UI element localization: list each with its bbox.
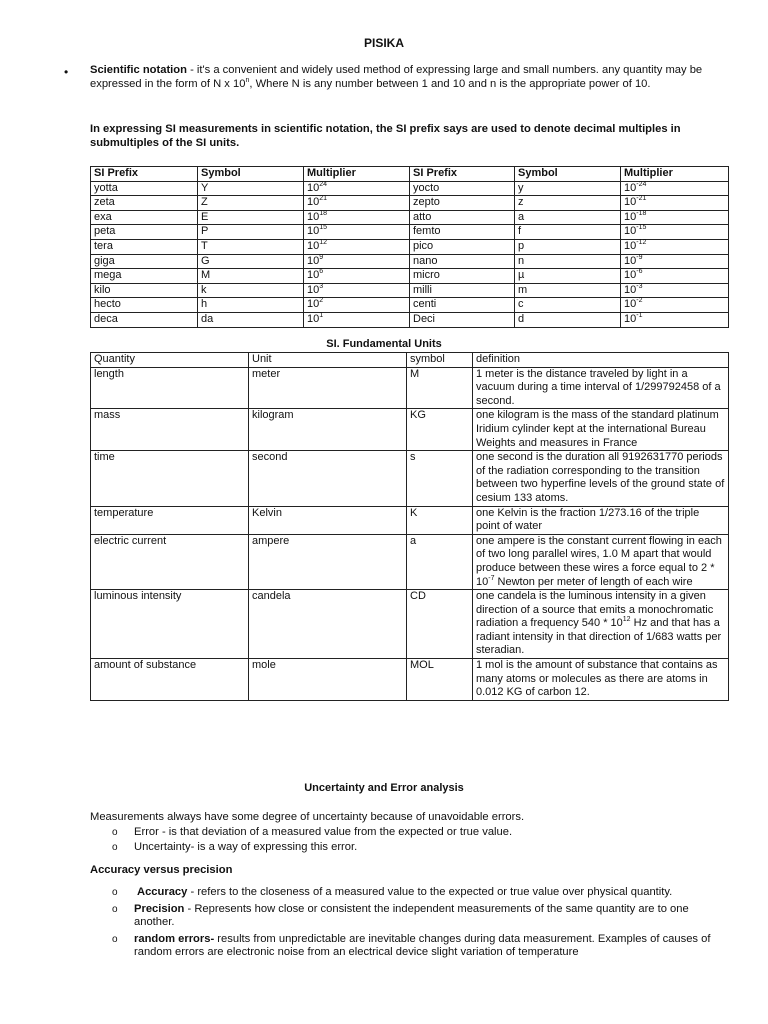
list-item-text: Uncertainty- is a way of expressing this error. — [134, 840, 358, 853]
table-cell: T — [198, 239, 304, 254]
table-cell: Y — [198, 181, 304, 196]
unit-cell: Kelvin — [249, 506, 407, 534]
table-cell: p — [515, 239, 621, 254]
table-cell: yotta — [91, 181, 198, 196]
multiplier-base: 10 — [307, 196, 320, 209]
multiplier-cell — [304, 225, 410, 240]
intro-text-2: , Where N is any number between 1 and 10 and n is the appropriate power of 10. — [249, 77, 651, 90]
table-cell: z — [515, 196, 621, 211]
definition-cell: 1 meter is the distance traveled by light in a vacuum during a time interval of 1/299792458 of a second. — [473, 367, 729, 409]
multiplier-base: 10 — [307, 210, 320, 223]
table-cell: a — [515, 210, 621, 225]
unit-cell: candela — [249, 590, 407, 659]
multiplier-cell — [304, 269, 410, 284]
multiplier-exponent: 18 — [319, 209, 328, 217]
table-row — [91, 534, 729, 589]
table-cell: zepto — [410, 196, 515, 211]
symbol-cell: KG — [407, 409, 473, 451]
multiplier-exponent: 2 — [319, 297, 324, 305]
definition-cell: one kilogram is the mass of the standard platinum Iridium cylinder kept at the international Bureau Weights and measures in France — [473, 409, 729, 451]
multiplier-cell — [621, 254, 729, 269]
definition-cell: one second is the duration all 9192631770 periods of the radiation corresponding to the transition between two hyperfine levels of the ground state of cesium 133 atoms. — [473, 451, 729, 506]
table-row — [91, 181, 729, 196]
table-cell: exa — [91, 210, 198, 225]
list-item-text: - refers to the closeness of a measured value to the expected or true value over physical quantity. — [187, 886, 673, 898]
multiplier-exponent: -3 — [636, 282, 643, 290]
multiplier-base: 10 — [624, 283, 637, 296]
intro-paragraph — [90, 64, 730, 91]
table-row — [91, 239, 729, 254]
multiplier-exponent: 21 — [319, 195, 328, 203]
multiplier-cell — [304, 210, 410, 225]
multiplier-cell — [621, 312, 729, 327]
si-prefix-table — [90, 166, 729, 328]
multiplier-base: 10 — [307, 269, 320, 282]
definition-cell: one Kelvin is the fraction 1/273.16 of the triple point of water — [473, 506, 729, 534]
list-marker: o — [112, 841, 118, 853]
header-cell: Symbol — [515, 167, 621, 182]
table-cell: micro — [410, 269, 515, 284]
unit-cell: kilogram — [249, 409, 407, 451]
multiplier-exponent: -18 — [636, 209, 647, 217]
multiplier-exponent: -21 — [636, 195, 647, 203]
header-cell: Symbol — [198, 167, 304, 182]
table-cell: zeta — [91, 196, 198, 211]
multiplier-base: 10 — [307, 298, 320, 311]
table-cell: deca — [91, 312, 198, 327]
multiplier-exponent: -9 — [636, 253, 643, 261]
table-cell: da — [198, 312, 304, 327]
list-item — [90, 933, 730, 960]
list-item-term: Precision — [134, 902, 185, 915]
definition-exponent: -7 — [488, 574, 495, 582]
definition-text: Hz and that has a radiant intensity in that direction of 1/683 watts per steradian. — [476, 617, 722, 657]
multiplier-exponent: -6 — [636, 268, 643, 276]
multiplier-exponent: -15 — [636, 224, 647, 232]
header-cell: definition — [473, 353, 729, 368]
table-row — [91, 659, 729, 701]
table-row — [91, 590, 729, 659]
multiplier-exponent: 1 — [319, 311, 324, 319]
multiplier-exponent: 12 — [319, 238, 328, 246]
page-title: PISIKA — [363, 36, 404, 50]
symbol-cell: M — [407, 367, 473, 409]
table-cell: f — [515, 225, 621, 240]
multiplier-cell — [304, 283, 410, 298]
unit-cell: mole — [249, 659, 407, 701]
multiplier-base: 10 — [624, 254, 637, 267]
multiplier-cell — [621, 181, 729, 196]
table-row — [91, 283, 729, 298]
table-cell: d — [515, 312, 621, 327]
multiplier-base: 10 — [624, 239, 637, 252]
definition-cell: 1 mol is the amount of substance that contains as many atoms or molecules as there are atoms in 0.012 KG of carbon 12. — [473, 659, 729, 701]
multiplier-base: 10 — [624, 269, 637, 282]
multiplier-exponent: -2 — [636, 297, 643, 305]
multiplier-cell — [621, 298, 729, 313]
list-item — [90, 886, 730, 900]
intro-exponent: n — [245, 76, 250, 84]
table-cell: Deci — [410, 312, 515, 327]
table-cell: c — [515, 298, 621, 313]
quantity-cell: electric current — [91, 534, 249, 589]
table-cell: n — [515, 254, 621, 269]
table-cell: peta — [91, 225, 198, 240]
uncertainty-heading: Uncertainty and Error analysis — [304, 782, 464, 794]
list-item-text: Error - is that deviation of a measured value from the expected or true value. — [134, 826, 513, 838]
table-cell: yocto — [410, 181, 515, 196]
table-row — [91, 506, 729, 534]
intro-text-1: - it's a convenient and widely used method of expressing large and small numbers. any quantity may be expressed in the form of N x 10 — [90, 64, 703, 90]
definition-text: one ampere is the constant current flowing in each of two long parallel wires, 1.0 M apart that would produce between these wires a force equal to 2 * 10 — [476, 534, 722, 588]
symbol-cell: a — [407, 534, 473, 589]
header-cell: Multiplier — [621, 167, 729, 182]
quantity-cell: time — [91, 451, 249, 506]
unit-cell: ampere — [249, 534, 407, 589]
table-row — [91, 298, 729, 313]
multiplier-exponent: -1 — [636, 311, 643, 319]
multiplier-cell — [621, 210, 729, 225]
header-cell: Quantity — [91, 353, 249, 368]
multiplier-exponent: 9 — [319, 253, 324, 261]
multiplier-exponent: 6 — [319, 268, 324, 276]
uncertainty-list — [90, 826, 740, 854]
list-marker: o — [112, 827, 118, 838]
table-cell: nano — [410, 254, 515, 269]
multiplier-base: 10 — [307, 283, 320, 296]
list-marker: o — [112, 933, 118, 945]
table-row — [91, 210, 729, 225]
table-cell: k — [198, 283, 304, 298]
multiplier-cell — [304, 196, 410, 211]
header-cell: Unit — [249, 353, 407, 368]
table-header-row — [91, 353, 729, 368]
list-item-text: results from unpredictable are inevitable changes during data measurement. Examples of causes of random errors are electronic noise from an electrical device slight variation of temperature — [134, 932, 711, 959]
multiplier-cell — [304, 298, 410, 313]
multiplier-cell — [304, 312, 410, 327]
table-cell: y — [515, 181, 621, 196]
multiplier-cell — [621, 239, 729, 254]
table-row — [91, 409, 729, 451]
multiplier-base: 10 — [307, 225, 320, 238]
table-cell: tera — [91, 239, 198, 254]
multiplier-base: 10 — [307, 239, 320, 252]
table-row — [91, 269, 729, 284]
header-cell: Multiplier — [304, 167, 410, 182]
list-item — [90, 826, 740, 840]
table-row — [91, 367, 729, 409]
si-units-table — [90, 352, 729, 701]
quantity-cell: length — [91, 367, 249, 409]
multiplier-base: 10 — [624, 181, 637, 194]
multiplier-cell — [304, 254, 410, 269]
table-cell: kilo — [91, 283, 198, 298]
accuracy-list — [90, 886, 730, 960]
table-cell: atto — [410, 210, 515, 225]
multiplier-cell — [621, 196, 729, 211]
table-cell: pico — [410, 239, 515, 254]
multiplier-exponent: -12 — [636, 238, 647, 246]
multiplier-base: 10 — [307, 181, 320, 194]
table-row — [91, 225, 729, 240]
symbol-cell: CD — [407, 590, 473, 659]
quantity-cell: amount of substance — [91, 659, 249, 701]
list-item — [90, 903, 730, 930]
quantity-cell: mass — [91, 409, 249, 451]
table-cell: Z — [198, 196, 304, 211]
header-cell: symbol — [407, 353, 473, 368]
table-cell: femto — [410, 225, 515, 240]
list-marker: o — [112, 903, 118, 915]
multiplier-cell — [621, 283, 729, 298]
table-cell: milli — [410, 283, 515, 298]
definition-cell — [473, 534, 729, 589]
list-item-term: random errors- — [134, 932, 215, 945]
table-row — [91, 196, 729, 211]
multiplier-exponent: 3 — [319, 282, 324, 290]
definition-text: Newton per meter of length of each wire — [494, 575, 693, 588]
list-item — [90, 841, 740, 855]
header-cell: SI Prefix — [410, 167, 515, 182]
header-cell: SI Prefix — [91, 167, 198, 182]
definition-exponent: 12 — [622, 616, 631, 624]
symbol-cell: MOL — [407, 659, 473, 701]
symbol-cell: s — [407, 451, 473, 506]
table-cell: E — [198, 210, 304, 225]
units-caption: SI. Fundamental Units — [326, 338, 442, 350]
multiplier-base: 10 — [624, 196, 637, 209]
table-cell: mega — [91, 269, 198, 284]
unit-cell: meter — [249, 367, 407, 409]
table-row — [91, 312, 729, 327]
table-row — [91, 451, 729, 506]
quantity-cell: luminous intensity — [91, 590, 249, 659]
definition-text: one candela is the luminous intensity in a given direction of a source that emits a monochromatic radiation a frequency 540 * 10 — [476, 590, 714, 630]
list-item-text: - Represents how close or consistent the independent measurements of the same quantity are to one another. — [134, 902, 689, 929]
quantity-cell: temperature — [91, 506, 249, 534]
symbol-cell: K — [407, 506, 473, 534]
list-marker: o — [112, 887, 118, 898]
multiplier-base: 10 — [624, 298, 637, 311]
table-cell: centi — [410, 298, 515, 313]
multiplier-exponent: -24 — [636, 180, 647, 188]
table-row — [91, 254, 729, 269]
unit-cell: second — [249, 451, 407, 506]
table-cell: µ — [515, 269, 621, 284]
intro-term: Scientific notation — [90, 64, 187, 76]
multiplier-base: 10 — [307, 312, 320, 325]
multiplier-exponent: 24 — [319, 180, 328, 188]
multiplier-base: 10 — [624, 210, 637, 223]
table-cell: G — [198, 254, 304, 269]
multiplier-base: 10 — [624, 312, 637, 325]
list-item-term: Accuracy — [137, 886, 188, 898]
bullet-dot: • — [64, 65, 69, 79]
table-cell: h — [198, 298, 304, 313]
definition-cell — [473, 590, 729, 659]
multiplier-cell — [304, 181, 410, 196]
multiplier-cell — [621, 269, 729, 284]
multiplier-exponent: 15 — [319, 224, 328, 232]
multiplier-base: 10 — [624, 225, 637, 238]
table-cell: m — [515, 283, 621, 298]
accuracy-heading: Accuracy versus precision — [90, 864, 233, 876]
table-header-row — [91, 167, 729, 182]
multiplier-base: 10 — [307, 254, 320, 267]
uncertainty-intro: Measurements always have some degree of uncertainty because of unavoidable errors. — [90, 811, 525, 823]
table-cell: giga — [91, 254, 198, 269]
table-cell: P — [198, 225, 304, 240]
multiplier-cell — [621, 225, 729, 240]
si-paragraph: In expressing SI measurements in scientific notation, the SI prefix says are used to denote decimal multiples in submultiples of the SI units. — [90, 123, 681, 149]
table-cell: M — [198, 269, 304, 284]
table-cell: hecto — [91, 298, 198, 313]
multiplier-cell — [304, 239, 410, 254]
